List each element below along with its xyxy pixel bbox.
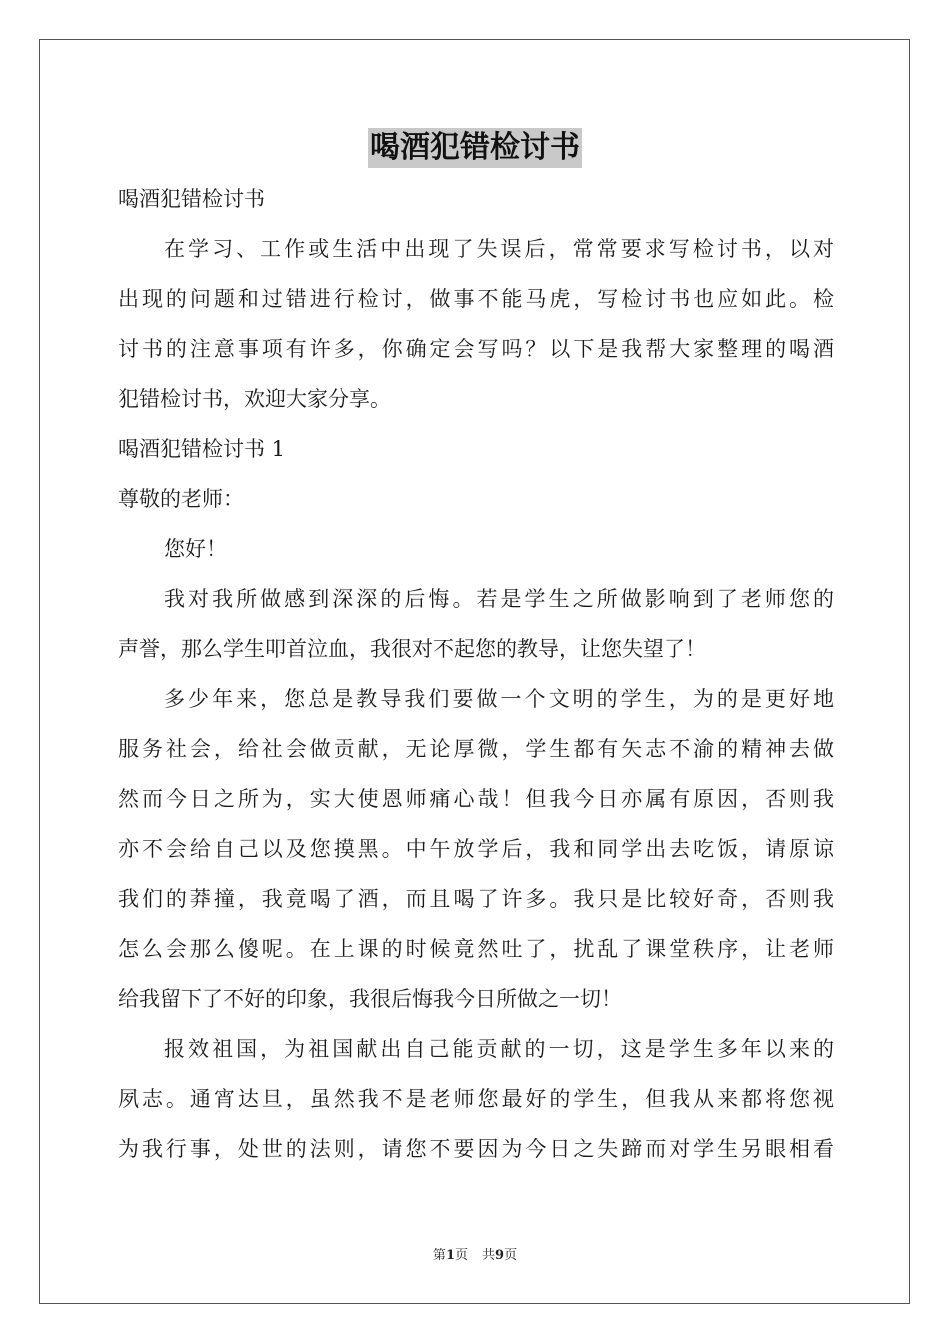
text-line: 夙志。通宵达旦，虽然我不是老师您最好的学生，但我从来都将您视 xyxy=(118,1087,834,1111)
text-line: 服务社会，给社会做贡献，无论厚微，学生都有矢志不渝的精神去做 xyxy=(118,737,834,761)
text-line: 您好！ xyxy=(164,537,227,561)
text-line: 多少年来，您总是教导我们要做一个文明的学生，为的是更好地 xyxy=(164,687,834,711)
text-line: 报效祖国，为祖国献出自己能贡献的一切，这是学生多年以来的 xyxy=(164,1037,834,1061)
document-title: 喝酒犯错检讨书 xyxy=(368,128,582,168)
page-suffix: 页 xyxy=(454,1248,468,1263)
text-line: 我们的莽撞，我竟喝了酒，而且喝了许多。我只是比较好奇，否则我 xyxy=(118,887,834,911)
text-line: 在学习、工作或生活中出现了失误后，常常要求写检讨书，以对 xyxy=(164,237,834,261)
text-line: 亦不会给自己以及您摸黑。中午放学后，我和同学出去吃饭，请原谅 xyxy=(118,837,834,861)
total-pages: 9 xyxy=(495,1248,505,1263)
text-line: 喝酒犯错检讨书 xyxy=(118,187,265,211)
text-line: 喝酒犯错检讨书 1 xyxy=(118,437,286,461)
text-line: 声誉，那么学生叩首泣血，我很对不起您的教导，让您失望了！ xyxy=(118,637,706,661)
page-prefix: 第 xyxy=(432,1248,446,1263)
text-line: 我对我所做感到深深的后悔。若是学生之所做影响到了老师您的 xyxy=(164,587,834,611)
text-line: 为我行事，处世的法则，请您不要因为今日之失蹄而对学生另眼相看 xyxy=(118,1137,834,1161)
total-prefix: 共 xyxy=(482,1248,496,1263)
text-line: 然而今日之所为，实大使恩师痛心哉！但我今日亦属有原因，否则我 xyxy=(118,787,834,811)
title-container xyxy=(0,128,950,168)
text-line: 出现的问题和过错进行检讨，做事不能马虎，写检讨书也应如此。检 xyxy=(118,287,834,311)
total-suffix: 页 xyxy=(504,1248,518,1263)
text-line: 给我留下了不好的印象，我很后悔我今日所做之一切！ xyxy=(118,987,622,1011)
text-line: 犯错检讨书，欢迎大家分享。 xyxy=(118,387,391,411)
text-line: 讨书的注意事项有许多，你确定会写吗？以下是我帮大家整理的喝酒 xyxy=(118,337,834,361)
document-body xyxy=(118,174,834,1174)
text-line: 尊敬的老师： xyxy=(118,487,244,511)
text-line: 怎么会那么傻呢。在上课的时候竟然吐了，扰乱了课堂秩序，让老师 xyxy=(118,937,834,961)
page-footer xyxy=(0,1247,950,1265)
page-number: 1 xyxy=(445,1248,455,1263)
